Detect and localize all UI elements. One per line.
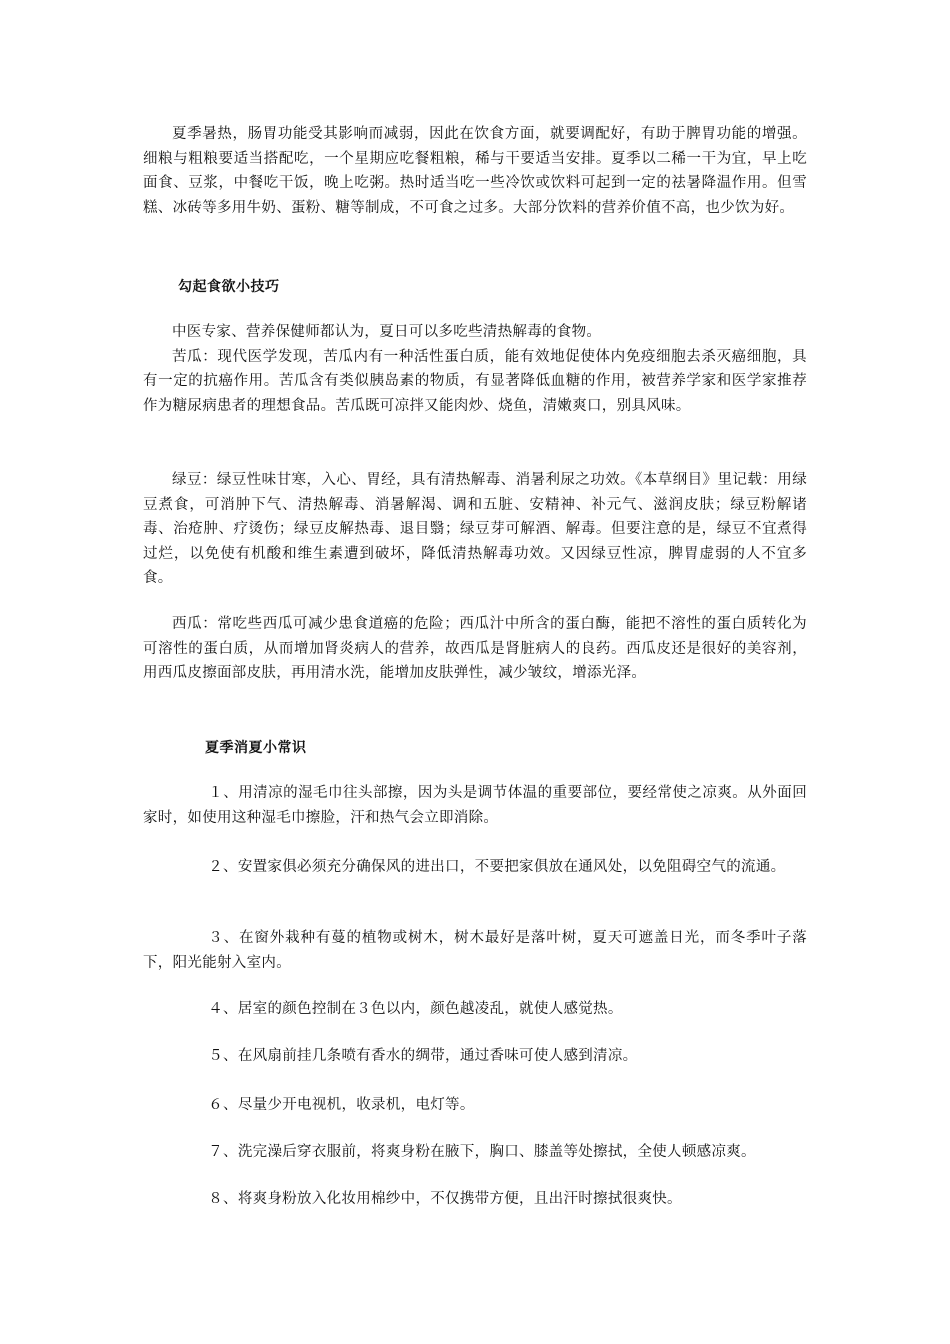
tip-item-8: ８、将爽身粉放入化妆用棉纱中，不仅携带方便，且出汗时擦拭很爽快。 — [208, 1191, 682, 1207]
intro-paragraph — [143, 122, 807, 220]
section-heading-appetite: 勾起食欲小技巧 — [178, 279, 280, 295]
tip-item-2: ２、安置家俱必须充分确保风的进出口，不要把家俱放在通风处，以免阻碍空气的流通。 — [208, 859, 786, 875]
tip-item-5: ５、在风扇前挂几条喷有香水的绸带，通过香味可使人感到清凉。 — [208, 1048, 638, 1064]
bitter-melon-text: 苦瓜：现代医学发现，苦瓜内有一种活性蛋白质，能有效地促使体内免疫细胞去杀灭癌细胞，具有一定的抗癌作用。苦瓜含有类似胰岛素的物质，有显著降低血糖的作用，被营养学家和医学家推荐作为糖尿病患者的理想食品。苦瓜既可凉拌又能肉炒、烧鱼，清嫩爽口，别具风味。 — [143, 348, 807, 414]
appetite-paragraph — [143, 320, 807, 418]
intro-text: 夏季暑热，肠胃功能受其影响而减弱，因此在饮食方面，就要调配好，有助于脾胃功能的增强。细粮与粗粮要适当搭配吃，一个星期应吃餐粗粮，稀与干要适当安排。夏季以二稀一干为宜，早上吃面食、豆浆，中餐吃干饭，晚上吃粥。热时适当吃一些冷饮或饮料可起到一定的祛暑降温作用。但雪糕、冰砖等多用牛奶、蛋粉、糖等制成，不可食之过多。大部分饮料的营养价值不高，也少饮为好。 — [143, 126, 807, 216]
tip-item-4: ４、居室的颜色控制在３色以内，颜色越凌乱，就使人感觉热。 — [208, 1001, 623, 1017]
mung-bean-paragraph — [143, 468, 807, 591]
tip-item-7: ７、洗完澡后穿衣服前，将爽身粉在腋下，胸口、膝盖等处擦拭，全使人顿感凉爽。 — [208, 1144, 756, 1160]
mung-bean-text: 绿豆：绿豆性味甘寒，入心、胃经，具有清热解毒、消暑利尿之功效。《本草纲目》里记载：用绿豆煮食，可消肿下气、清热解毒、消暑解渴、调和五脏、安精神、补元气、滋润皮肤；绿豆粉解诸毒、治疮肿、疗烫伤；绿豆皮解热毒、退目翳；绿豆芽可解酒、解毒。但要注意的是，绿豆不宜煮得过烂，以免使有机酸和维生素遭到破坏，降低清热解毒功效。又因绿豆性凉，脾胃虚弱的人不宜多食。 — [143, 472, 807, 587]
appetite-lead: 中医专家、营养保健师都认为，夏日可以多吃些清热解毒的食物。 — [172, 324, 602, 340]
tip-item-6: ６、尽量少开电视机，收录机，电灯等。 — [208, 1097, 475, 1113]
watermelon-text: 西瓜：常吃些西瓜可减少患食道癌的危险；西瓜汁中所含的蛋白酶，能把不溶性的蛋白质转化为可溶性的蛋白质，从而增加肾炎病人的营养，故西瓜是肾脏病人的良药。西瓜皮还是很好的美容剂，用西瓜皮擦面部皮肤，再用清水洗，能增加皮肤弹性，减少皱纹，增添光泽。 — [143, 616, 807, 682]
tip-item-1: １、用清凉的湿毛巾往头部擦，因为头是调节体温的重要部位，要经常使之凉爽。从外面回家时，如使用这种湿毛巾擦脸，汗和热气会立即消除。 — [143, 785, 807, 826]
section-heading-summer-tips: 夏季消夏小常识 — [205, 740, 307, 756]
watermelon-paragraph — [143, 612, 807, 686]
tip-item-3: ３、在窗外栽种有蔓的植物或树木，树木最好是落叶树，夏天可遮盖日光，而冬季叶子落下，阳光能射入室内。 — [143, 930, 807, 971]
